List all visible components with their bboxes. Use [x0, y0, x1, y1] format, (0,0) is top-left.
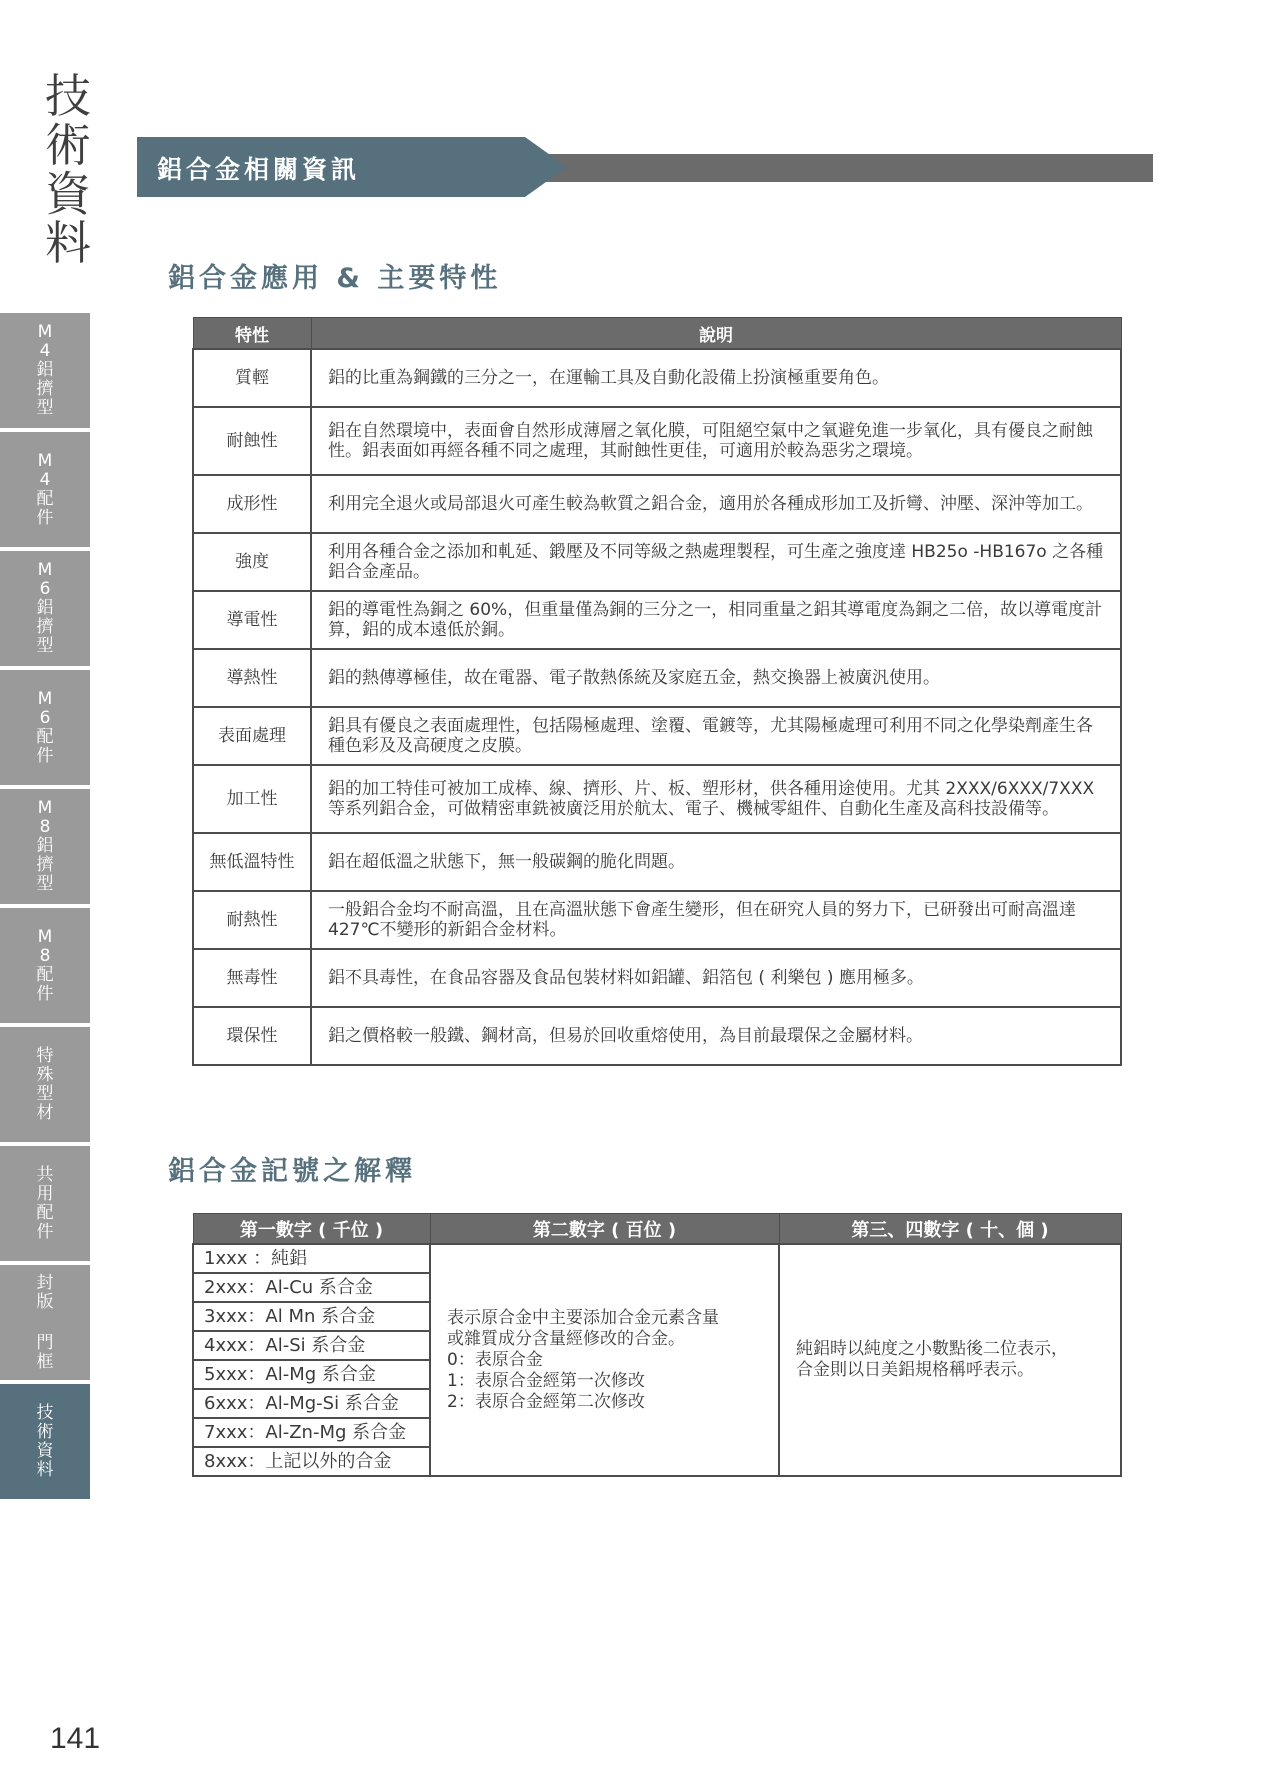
- tab-label-char: 特: [36, 1045, 54, 1066]
- property-description: 鋁在自然環境中，表面會自然形成薄層之氧化膜，可阻絕空氣中之氧避免進一步氧化，具有優良之耐蝕性。鋁表面如再經各種不同之處理，其耐蝕性更佳，可適用於較為惡劣之環境。: [311, 407, 1121, 475]
- alloy-code-table: [192, 1213, 1122, 1477]
- tab-label-char: 配: [36, 1202, 54, 1223]
- property-name: 無毒性: [193, 949, 311, 1007]
- side-title: [40, 69, 96, 270]
- alloy-series: 6xxx：Al-Mg-Si 系合金: [193, 1389, 430, 1418]
- table-row: [193, 1244, 1121, 1273]
- side-title-char: 料: [45, 216, 91, 270]
- property-description: 一般鋁合金均不耐高溫，且在高溫狀態下會產生變形，但在研究人員的努力下，已研發出可耐高溫達 427℃不變形的新鋁合金材料。: [311, 891, 1121, 949]
- explanation-line: 2：表原合金經第二次修改: [447, 1391, 645, 1412]
- property-name: 表面處理: [193, 707, 311, 765]
- property-name: 耐熱性: [193, 891, 311, 949]
- alloy-series: 2xxx：Al-Cu 系合金: [193, 1273, 430, 1302]
- section-tab[interactable]: [0, 908, 90, 1023]
- tab-label-char: 共: [36, 1164, 54, 1185]
- tab-label-char: 8: [39, 945, 51, 966]
- tab-label-char: 型: [36, 636, 54, 656]
- section-tab[interactable]: [0, 1027, 90, 1142]
- tab-label-char: 配: [36, 488, 54, 509]
- table-row: [193, 533, 1121, 591]
- section-tab[interactable]: [0, 789, 90, 904]
- property-description: 鋁的導電性為銅之 60%，但重量僅為銅的三分之一，相同重量之鋁其導電度為銅之二倍，故以導電度計算，鋁的成本遠低於銅。: [311, 591, 1121, 649]
- alloy-series: 1xxx ：純鋁: [193, 1244, 430, 1273]
- tab-label-char: M: [37, 322, 53, 342]
- header-description: 說明: [311, 318, 1121, 350]
- property-name: 加工性: [193, 765, 311, 833]
- header-banner: [137, 137, 1153, 197]
- tab-label-char: 技: [36, 1402, 54, 1423]
- tab-label-char: 6: [39, 579, 51, 599]
- alloy-series: 3xxx：Al Mn 系合金: [193, 1302, 430, 1331]
- property-description: 鋁之價格較一般鐵、鋼材高，但易於回收重熔使用，為目前最環保之金屬材料。: [311, 1007, 1121, 1065]
- explanation-line: 合金則以日美鋁規格稱呼表示。: [796, 1360, 1034, 1380]
- header-first-digit: 第一數字 ( 千位 ): [193, 1214, 430, 1245]
- tab-label-char: 版: [36, 1291, 54, 1312]
- tab-label-char: 件: [36, 745, 54, 766]
- alloy-series: 4xxx：Al-Si 系合金: [193, 1331, 430, 1360]
- section-title-properties: 鋁合金應用 & 主要特性: [168, 263, 502, 294]
- third-fourth-digit-explanation: [779, 1244, 1121, 1476]
- tab-label-char: 鋁: [36, 836, 54, 856]
- tab-label-char: 4: [39, 469, 51, 490]
- property-name: 導熱性: [193, 649, 311, 707]
- alloy-series: 7xxx：Al-Zn-Mg 系合金: [193, 1418, 430, 1447]
- tab-label-char: 料: [36, 1459, 54, 1480]
- tab-label-char: 配: [36, 964, 54, 985]
- side-title-char: 資: [45, 167, 91, 221]
- tab-label-char: 型: [36, 398, 54, 418]
- tab-label-char: 擠: [36, 855, 54, 875]
- header-third-fourth-digit: 第三、四數字 ( 十、個 ): [779, 1214, 1121, 1245]
- tab-label-char: M: [37, 688, 53, 709]
- property-description: 鋁具有優良之表面處理性，包括陽極處理、塗覆、電鍍等，尤其陽極處理可利用不同之化學染劑產生各種色彩及及高硬度之皮膜。: [311, 707, 1121, 765]
- side-title-char: 技: [45, 69, 91, 123]
- tab-label-char: 4: [39, 341, 51, 361]
- table-row: [193, 765, 1121, 833]
- tab-label-char: 擠: [36, 379, 54, 399]
- tab-label-char: 件: [36, 507, 54, 528]
- tab-label-char: 殊: [36, 1064, 54, 1085]
- property-name: 環保性: [193, 1007, 311, 1065]
- tab-label-char: M: [37, 798, 53, 818]
- property-description: 鋁的熱傳導極佳，故在電器、電子散熱係統及家庭五金，熱交換器上被廣汎使用。: [311, 649, 1121, 707]
- section-tab[interactable]: [0, 670, 90, 785]
- section-tab[interactable]: [0, 432, 90, 547]
- tab-label-char: 封: [36, 1272, 54, 1293]
- properties-table: [192, 317, 1122, 1066]
- property-description: 鋁在超低溫之狀態下，無一般碳鋼的脆化問題。: [311, 833, 1121, 891]
- section-tabs: [0, 313, 90, 1503]
- table-row: [193, 407, 1121, 475]
- banner-title: 鋁合金相關資訊: [157, 155, 361, 184]
- tab-label-char: M: [37, 926, 53, 947]
- property-description: 鋁不具毒性，在食品容器及食品包裝材料如鋁罐、鋁箔包 ( 利樂包 ) 應用極多。: [311, 949, 1121, 1007]
- table-row: [193, 349, 1121, 407]
- property-description: 利用完全退火或局部退火可產生較為軟質之鋁合金，適用於各種成形加工及折彎、沖壓、深沖等加工。: [311, 475, 1121, 533]
- tab-label-char: 件: [36, 983, 54, 1004]
- side-title-char: 術: [45, 118, 91, 172]
- section-tab[interactable]: [0, 1384, 90, 1499]
- property-name: 成形性: [193, 475, 311, 533]
- tab-label-char: 件: [36, 1221, 54, 1242]
- explanation-line: 或雜質成分含量經修改的合金。: [447, 1328, 685, 1349]
- tab-label-char: 8: [39, 817, 51, 837]
- section-tab[interactable]: [0, 551, 90, 666]
- property-name: 導電性: [193, 591, 311, 649]
- table-row: [193, 649, 1121, 707]
- page-number: 141: [50, 1722, 101, 1755]
- tab-label-char: 材: [36, 1102, 54, 1123]
- second-digit-explanation: [430, 1244, 779, 1476]
- property-description: 鋁的比重為鋼鐵的三分之一，在運輸工具及自動化設備上扮演極重要角色。: [311, 349, 1121, 407]
- property-name: 無低溫特性: [193, 833, 311, 891]
- header-second-digit: 第二數字 ( 百位 ): [430, 1214, 779, 1245]
- section-tab[interactable]: [0, 313, 90, 428]
- property-name: 強度: [193, 533, 311, 591]
- tab-label-char: 框: [36, 1351, 54, 1372]
- table-header-row: [193, 1214, 1121, 1245]
- tab-label-char: 門: [36, 1332, 54, 1353]
- explanation-line: 0：表原合金: [447, 1349, 543, 1370]
- section-tab[interactable]: [0, 1146, 90, 1261]
- tab-label-char: 型: [36, 1083, 54, 1104]
- table-row: [193, 475, 1121, 533]
- tab-label-char: 配: [36, 726, 54, 747]
- table-header-row: [193, 318, 1121, 350]
- tab-label-char: 鋁: [36, 598, 54, 618]
- explanation-line: 純鋁時以純度之小數點後二位表示，: [796, 1339, 1068, 1359]
- tab-label-char: M: [37, 560, 53, 580]
- table-row: [193, 591, 1121, 649]
- property-description: 利用各種合金之添加和軋延、鍛壓及不同等級之熱處理製程，可生產之強度達 HB25o -HB167o 之各種鋁合金產品。: [311, 533, 1121, 591]
- table-row: [193, 891, 1121, 949]
- tab-label-char: 術: [36, 1421, 54, 1442]
- tab-label-char: 用: [36, 1183, 54, 1204]
- section-tab[interactable]: [0, 1265, 90, 1380]
- tab-label-char: M: [37, 450, 53, 471]
- tab-label-char: 型: [36, 874, 54, 894]
- explanation-line: 表示原合金中主要添加合金元素含量: [447, 1307, 719, 1328]
- tab-label-char: 鋁: [36, 360, 54, 380]
- explanation-line: 1：表原合金經第一次修改: [447, 1370, 645, 1391]
- property-name: 耐蝕性: [193, 407, 311, 475]
- section-title-codes: 鋁合金記號之解釋: [168, 1156, 416, 1187]
- property-name: 質輕: [193, 349, 311, 407]
- header-property: 特性: [193, 318, 311, 350]
- table-row: [193, 1007, 1121, 1065]
- tab-label-char: 6: [39, 707, 51, 728]
- tab-label-char: 擠: [36, 617, 54, 637]
- alloy-series: 5xxx：Al-Mg 系合金: [193, 1360, 430, 1389]
- alloy-series: 8xxx：上記以外的合金: [193, 1447, 430, 1476]
- table-row: [193, 949, 1121, 1007]
- property-description: 鋁的加工特佳可被加工成棒、線、擠形、片、板、塑形材，供各種用途使用。尤其 2XXX/6XXX/7XXX 等系列鋁合金，可做精密車銑被廣泛用於航太、電子、機械零組件、自動化生產及高科技設備等。: [311, 765, 1121, 833]
- tab-label-char: 資: [36, 1440, 54, 1461]
- table-row: [193, 833, 1121, 891]
- table-row: [193, 707, 1121, 765]
